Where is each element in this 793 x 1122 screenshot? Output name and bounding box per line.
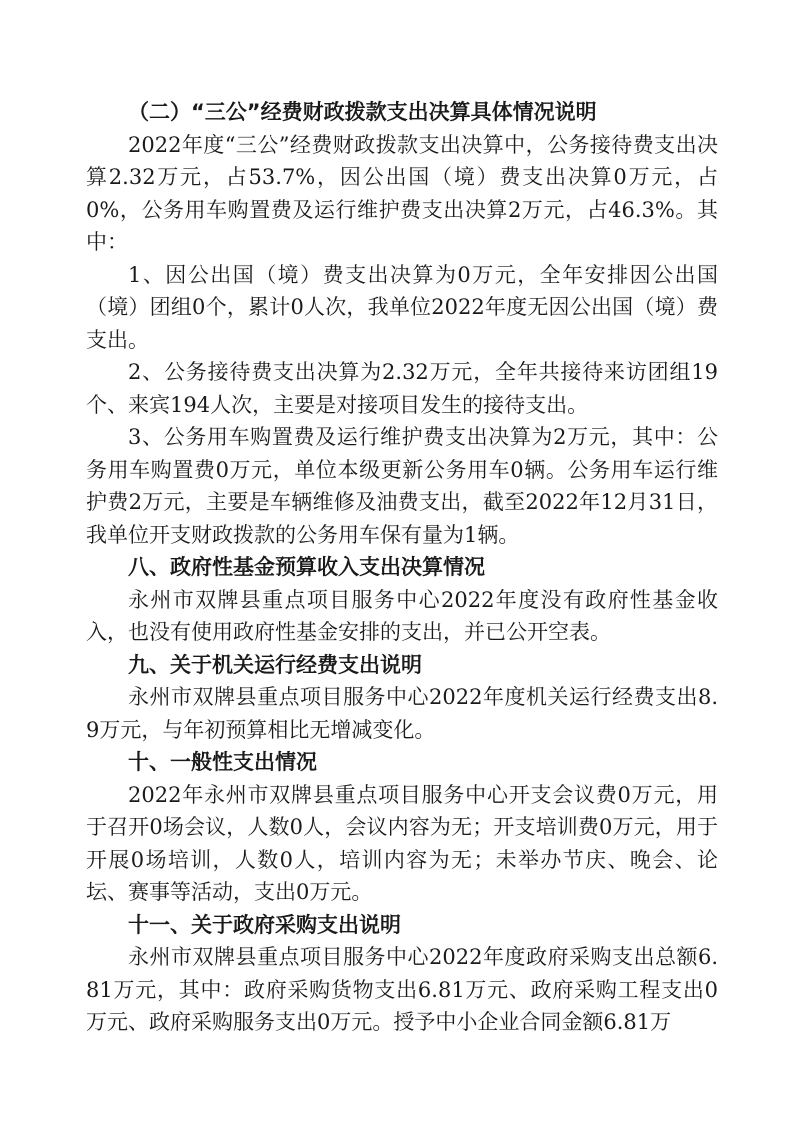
paragraph-three-public-summary: 2022年度“三公”经费财政拨款支出决算中，公务接待费支出决算2.32万元，占53.7%，因公出国（境）费支出决算0万元，占0%，公务用车购置费及运行维护费支出决算2万元，占46.3%。其中： xyxy=(86,132,718,254)
paragraph-overseas-travel: 1、因公出国（境）费支出决算为0万元，全年安排因公出国（境）团组0个，累计0人次，我单位2022年度无因公出国（境）费支出。 xyxy=(86,262,718,352)
paragraph-official-reception: 2、公务接待费支出决算为2.32万元，全年共接待来访团组19个、来宾194人次，主要是对接项目发生的接待支出。 xyxy=(86,360,718,417)
paragraph-government-fund: 永州市双牌县重点项目服务中心2022年度没有政府性基金收入，也没有使用政府性基金安排的支出，并已公开空表。 xyxy=(86,587,718,644)
paragraph-official-vehicles: 3、公务用车购置费及运行维护费支出决算为2万元，其中：公务用车购置费0万元，单位本级更新公务用车0辆。公务用车运行维护费2万元，主要是车辆维修及油费支出，截至2022年12月31日，我单位开支财政拨款的公务用车保有量为1辆。 xyxy=(86,425,718,547)
paragraph-operating-expenses: 永州市双牌县重点项目服务中心2022年度机关运行经费支出8.9万元，与年初预算相比无增减变化。 xyxy=(86,685,718,742)
section-heading-government-fund: 八、政府性基金预算收入支出决算情况 xyxy=(128,555,485,579)
paragraph-general-expenses: 2022年永州市双牌县重点项目服务中心开支会议费0万元，用于召开0场会议，人数0人，会议内容为无；开支培训费0万元，用于开展0场培训，人数0人，培训内容为无；未举办节庆、晚会、论坛、赛事等活动，支出0万元。 xyxy=(86,782,718,904)
document-page xyxy=(86,96,718,1039)
section-heading-operating-expenses: 九、关于机关运行经费支出说明 xyxy=(128,652,422,677)
section-heading-three-public-expenses: （二）“三公”经费财政拨款支出决算具体情况说明 xyxy=(128,100,597,124)
section-heading-general-expenses: 十、一般性支出情况 xyxy=(128,750,317,774)
paragraph-government-procurement: 永州市双牌县重点项目服务中心2022年度政府采购支出总额6.81万元，其中：政府采购货物支出6.81万元、政府采购工程支出0万元、政府采购服务支出0万元。授予中小企业合同金额6.81万 xyxy=(86,945,718,1034)
section-heading-government-procurement: 十一、关于政府采购支出说明 xyxy=(128,912,401,937)
